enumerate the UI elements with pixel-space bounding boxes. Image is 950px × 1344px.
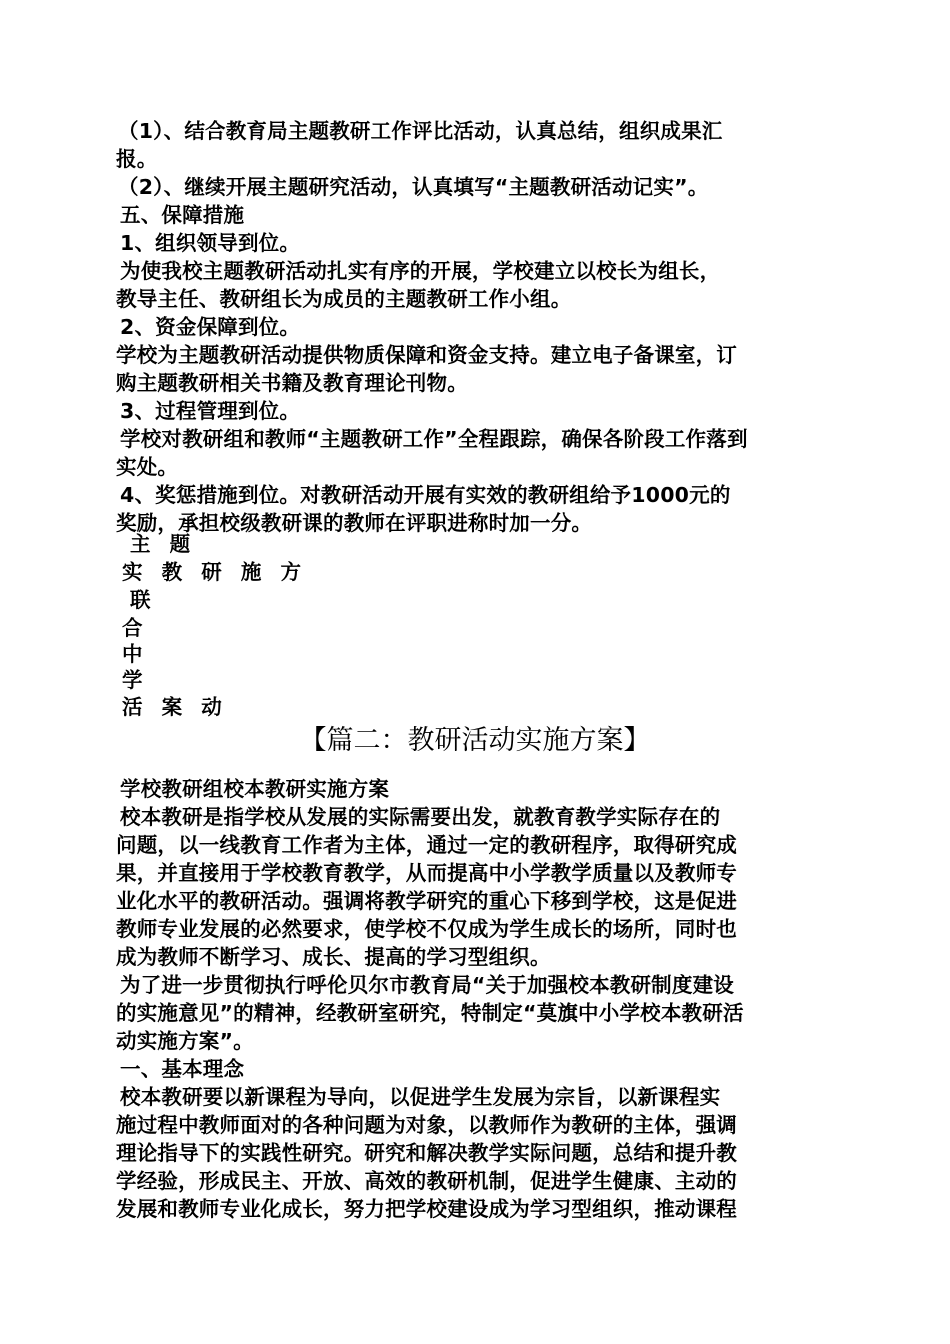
- section-heading-5: 五、保障措施: [120, 203, 245, 227]
- scattered-text: 合: [122, 616, 149, 640]
- paragraph-line: 4、奖惩措施到位。对教研活动开展有实效的教研组给予1000元的: [120, 483, 731, 507]
- document-title: 学校教研组校本教研实施方案: [120, 777, 390, 801]
- sub-heading: 2、资金保障到位。: [120, 315, 301, 339]
- paragraph-line: 发展和教师专业化成长，努力把学校建设成为学习型组织，推动课程: [116, 1197, 737, 1221]
- paragraph-line: （1）、结合教育局主题教研工作评比活动，认真总结，组织成果汇: [118, 119, 723, 143]
- paragraph-line: 成为教师不断学习、成长、提高的学习型组织。: [116, 945, 551, 969]
- sub-heading: 1、组织领导到位。: [120, 231, 301, 255]
- paragraph-line: 购主题教研相关书籍及教育理论刊物。: [116, 371, 468, 395]
- scattered-text: 中: [122, 642, 149, 666]
- scattered-text: 学: [122, 668, 149, 692]
- paragraph-line: 学校对教研组和教师“主题教研工作”全程跟踪，确保各阶段工作落到: [120, 427, 748, 451]
- paragraph-line: 学校为主题教研活动提供物质保障和资金支持。建立电子备课室，订: [116, 343, 737, 367]
- paragraph-line: 施过程中教师面对的各种问题为对象，以教师作为教研的主体，强调: [116, 1113, 737, 1137]
- paragraph-line: 奖励，承担校级教研课的教师在评职进称时加一分。: [116, 511, 593, 535]
- paragraph-line: 理论指导下的实践性研究。研究和解决教学实际问题，总结和提升教: [116, 1141, 737, 1165]
- paragraph-line: 为了进一步贯彻执行呼伦贝尔市教育局“关于加强校本教研制度建设: [120, 973, 734, 997]
- paragraph-line: 问题，以一线教育工作者为主体，通过一定的教研程序，取得研究成: [116, 833, 737, 857]
- paragraph-line: 报。: [116, 147, 158, 171]
- section-heading-1: 一、基本理念: [120, 1057, 245, 1081]
- paragraph-line: 为使我校主题教研活动扎实有序的开展，学校建立以校长为组长，: [120, 259, 721, 283]
- scattered-text: 主 题: [130, 532, 197, 556]
- paragraph-line: 校本教研是指学校从发展的实际需要出发，就教育教学实际存在的: [120, 805, 721, 829]
- scattered-text: 联: [130, 588, 157, 612]
- paragraph-line: 果，并直接用于学校教育教学，从而提高中小学教学质量以及教师专: [116, 861, 737, 885]
- paragraph-line: 实处。: [116, 455, 179, 479]
- scattered-text: 实 教 研 施 方: [122, 560, 308, 584]
- paragraph-line: 教导主任、教研组长为成员的主题教研工作小组。: [116, 287, 572, 311]
- paragraph-line: 的实施意见”的精神，经教研室研究，特制定“莫旗中小学校本教研活: [116, 1001, 744, 1025]
- paragraph-line: （2）、继续开展主题研究活动，认真填写“主题教研活动记实”。: [118, 175, 709, 199]
- sub-heading: 3、过程管理到位。: [120, 399, 301, 423]
- paragraph-line: 教师专业发展的必然要求，使学校不仅成为学生成长的场所，同时也: [116, 917, 737, 941]
- paragraph-line: 业化水平的教研活动。强调将教学研究的重心下移到学校，这是促进: [116, 889, 737, 913]
- scattered-text: 活 案 动: [122, 695, 228, 719]
- paragraph-line: 动实施方案”。: [116, 1029, 254, 1053]
- section-title: 【篇二：教研活动实施方案】: [299, 725, 651, 756]
- paragraph-line: 学经验，形成民主、开放、高效的教研机制，促进学生健康、主动的: [116, 1169, 737, 1193]
- paragraph-line: 校本教研要以新课程为导向，以促进学生发展为宗旨，以新课程实: [120, 1085, 721, 1109]
